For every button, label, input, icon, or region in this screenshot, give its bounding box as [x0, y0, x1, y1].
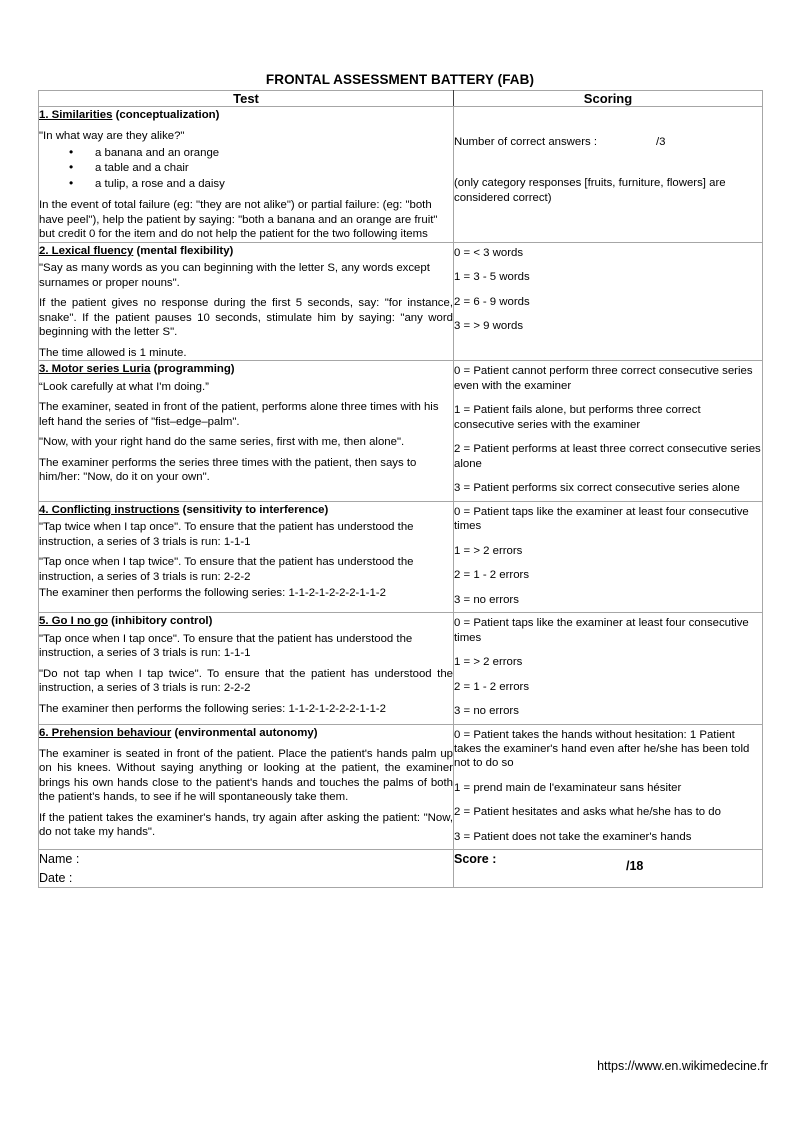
- table-row: [39, 501, 763, 612]
- score-option: 0 = < 3 words: [454, 246, 524, 259]
- table-header-row: [39, 91, 763, 107]
- section-1-prompt: "In what way are they alike?": [39, 130, 185, 143]
- scoring-cell-prehension-behaviour: [454, 724, 763, 850]
- score-option: 1 = 3 - 5 words: [454, 271, 530, 284]
- score-option: 3 = Patient performs six correct consecutive series alone: [454, 482, 740, 495]
- score-option: 3 = no errors: [454, 593, 519, 606]
- test-cell-motor-series-luria: [39, 361, 454, 501]
- list-item: • a tulip, a rose and a daisy: [69, 177, 453, 192]
- section-3-para-3: "Now, with your right hand do the same series, first with me, then alone".: [39, 436, 405, 449]
- section-3-para-4: The examiner performs the series three times with the patient, then says to him/her: "Now, do it on your own".: [39, 456, 417, 484]
- section-title-5: [39, 613, 453, 629]
- section-qualifier-5: (inhibitory control): [111, 615, 213, 628]
- table-row: [39, 242, 763, 360]
- section-5-para-1: "Tap once when I tap once". To ensure that the patient has understood the instruction, a series of 3 trials is run: 1-1-1: [39, 632, 413, 660]
- section-qualifier-1: (conceptualization): [115, 109, 220, 121]
- test-cell-conflicting-instructions: [39, 501, 454, 612]
- page-title: FRONTAL ASSESSMENT BATTERY (FAB): [265, 72, 535, 87]
- section-title-3: [39, 361, 453, 377]
- section-qualifier-2: (mental flexibility): [136, 244, 234, 257]
- score-option: 2 = 1 - 2 errors: [454, 569, 530, 582]
- section-4-para-1: "Tap twice when I tap once". To ensure that the patient has understood the instruction, a series of 3 trials is run: 1-1-1: [39, 521, 414, 548]
- table-row: [39, 724, 763, 850]
- test-cell-similarities: [39, 107, 454, 243]
- scoring-cell-similarities: [454, 107, 763, 243]
- section-4-para-2: "Tap once when I tap twice". To ensure that the patient has understood the instruction, a series of 3 trials is run: 2-2-2: [39, 556, 414, 583]
- section-number-name-4: 4. Conflicting instructions: [39, 503, 180, 516]
- score-option: 3 = no errors: [454, 705, 519, 718]
- scoring-cell-lexical-fluency: [454, 242, 763, 360]
- column-header-test: Test: [39, 91, 454, 107]
- patient-info-cell: [39, 850, 454, 887]
- scoring-cell-go-no-go: [454, 613, 763, 724]
- total-score-cell: [454, 850, 763, 887]
- score-total-value: /18: [626, 859, 644, 874]
- fab-assessment-table: [38, 90, 763, 888]
- section-title-2: [39, 243, 453, 259]
- list-item: • a banana and an orange: [69, 146, 453, 161]
- section-1-score-max: /3: [656, 136, 666, 148]
- section-1-score-row: [454, 135, 762, 149]
- score-option: 2 = Patient performs at least three correct consecutive series alone: [454, 443, 761, 470]
- table-row: [39, 613, 763, 724]
- section-3-para-2: The examiner, seated in front of the patient, performs alone three times with his left hand the series of "fist–edge–palm".: [39, 401, 439, 428]
- score-option: 1 = > 2 errors: [454, 544, 523, 557]
- section-6-para-1: The examiner is seated in front of the patient. Place the patient's hands palm up on his knees. Without saying anything or looking at the patient, the examiner brings his own hands close to the patient's hands and touches the palms of both the patient's hands, to see if he will spontaneously take them.: [39, 747, 453, 804]
- section-4-para-3: The examiner then performs the following series: 1-1-2-1-2-2-2-1-1-2: [39, 587, 386, 600]
- section-number-name-1: 1. Similarities: [39, 109, 113, 121]
- test-cell-prehension-behaviour: [39, 724, 454, 850]
- section-3-para-1: “Look carefully at what I'm doing.”: [39, 380, 209, 393]
- section-number-name-5: 5. Go I no go: [39, 615, 108, 628]
- section-5-para-3: The examiner then performs the following series: 1-1-2-1-2-2-2-1-1-2: [39, 702, 386, 715]
- score-option: 0 = Patient takes the hands without hesitation: 1 Patient takes the examiner's hand even after he/she has been told not to do so: [454, 728, 750, 770]
- score-option: 0 = Patient taps like the examiner at least four consecutive times: [454, 617, 749, 644]
- section-2-para-2: If the patient gives no response during the first 5 seconds, say: "for instance, snake". If the patient pauses 10 seconds, stimulate him by saying: "any word beginning with the letter S".: [39, 297, 453, 339]
- table-footer-row: [39, 850, 763, 887]
- score-option: 0 = Patient taps like the examiner at least four consecutive times: [454, 505, 749, 533]
- list-item: • a table and a chair: [69, 161, 453, 176]
- score-option: 2 = 6 - 9 words: [454, 295, 530, 308]
- section-title-1: [39, 107, 453, 123]
- score-option: 3 = Patient does not take the examiner's hands: [454, 830, 692, 843]
- section-title-4: [39, 502, 453, 518]
- name-label: Name :: [39, 852, 80, 867]
- date-label: Date :: [39, 870, 73, 885]
- score-option: 0 = Patient cannot perform three correct consecutive series even with the examiner: [454, 365, 753, 392]
- section-qualifier-4: (sensitivity to interference): [182, 503, 329, 516]
- section-number-name-6: 6. Prehension behaviour: [39, 726, 172, 739]
- score-option: 3 = > 9 words: [454, 320, 524, 333]
- section-5-para-2: "Do not tap when I tap twice". To ensure that the patient has understood the instruction, a series of 3 trials is run: 2-2-2: [39, 667, 453, 695]
- section-title-6: [39, 725, 453, 741]
- section-1-score-label: Number of correct answers :: [454, 136, 598, 148]
- table-row: [39, 361, 763, 501]
- section-1-item-list: [39, 146, 453, 192]
- section-qualifier-6: (environmental autonomy): [174, 726, 318, 739]
- score-option: 2 = 1 - 2 errors: [454, 680, 530, 693]
- section-number-name-2: 2. Lexical fluency: [39, 244, 134, 257]
- source-url: https://www.en.wikimedecine.fr: [597, 1059, 768, 1073]
- test-cell-go-no-go: [39, 613, 454, 724]
- score-option: 1 = Patient fails alone, but performs three correct consecutive series with the examiner: [454, 404, 701, 431]
- section-1-scoring-note: (only category responses [fruits, furniture, flowers] are considered correct): [454, 177, 726, 204]
- section-1-note: In the event of total failure (eg: "they are not alike") or partial failure: (eg: "both have peel"), help the patient by saying: "both a banana and an orange are fruit" but credit 0 for the item and do not help the patient for the two following items: [39, 199, 438, 241]
- scoring-cell-conflicting-instructions: [454, 501, 763, 612]
- score-option: 2 = Patient hesitates and asks what he/she has to do: [454, 806, 721, 819]
- score-option: 1 = > 2 errors: [454, 656, 523, 669]
- section-2-para-3: The time allowed is 1 minute.: [39, 346, 187, 359]
- section-6-para-2: If the patient takes the examiner's hands, try again after asking the patient: "Now, do not take my hands".: [39, 811, 453, 839]
- score-option: 1 = prend main de l'examinateur sans hésiter: [454, 781, 682, 794]
- section-qualifier-3: (programming): [153, 363, 235, 376]
- section-number-name-3: 3. Motor series Luria: [39, 363, 151, 376]
- column-header-scoring: Scoring: [454, 91, 763, 107]
- section-2-para-1: "Say as many words as you can beginning with the letter S, any words except surnames or proper nouns".: [39, 262, 430, 289]
- table-row: [39, 107, 763, 243]
- score-label: Score :: [454, 852, 497, 867]
- scoring-cell-motor-series-luria: [454, 361, 763, 501]
- test-cell-lexical-fluency: [39, 242, 454, 360]
